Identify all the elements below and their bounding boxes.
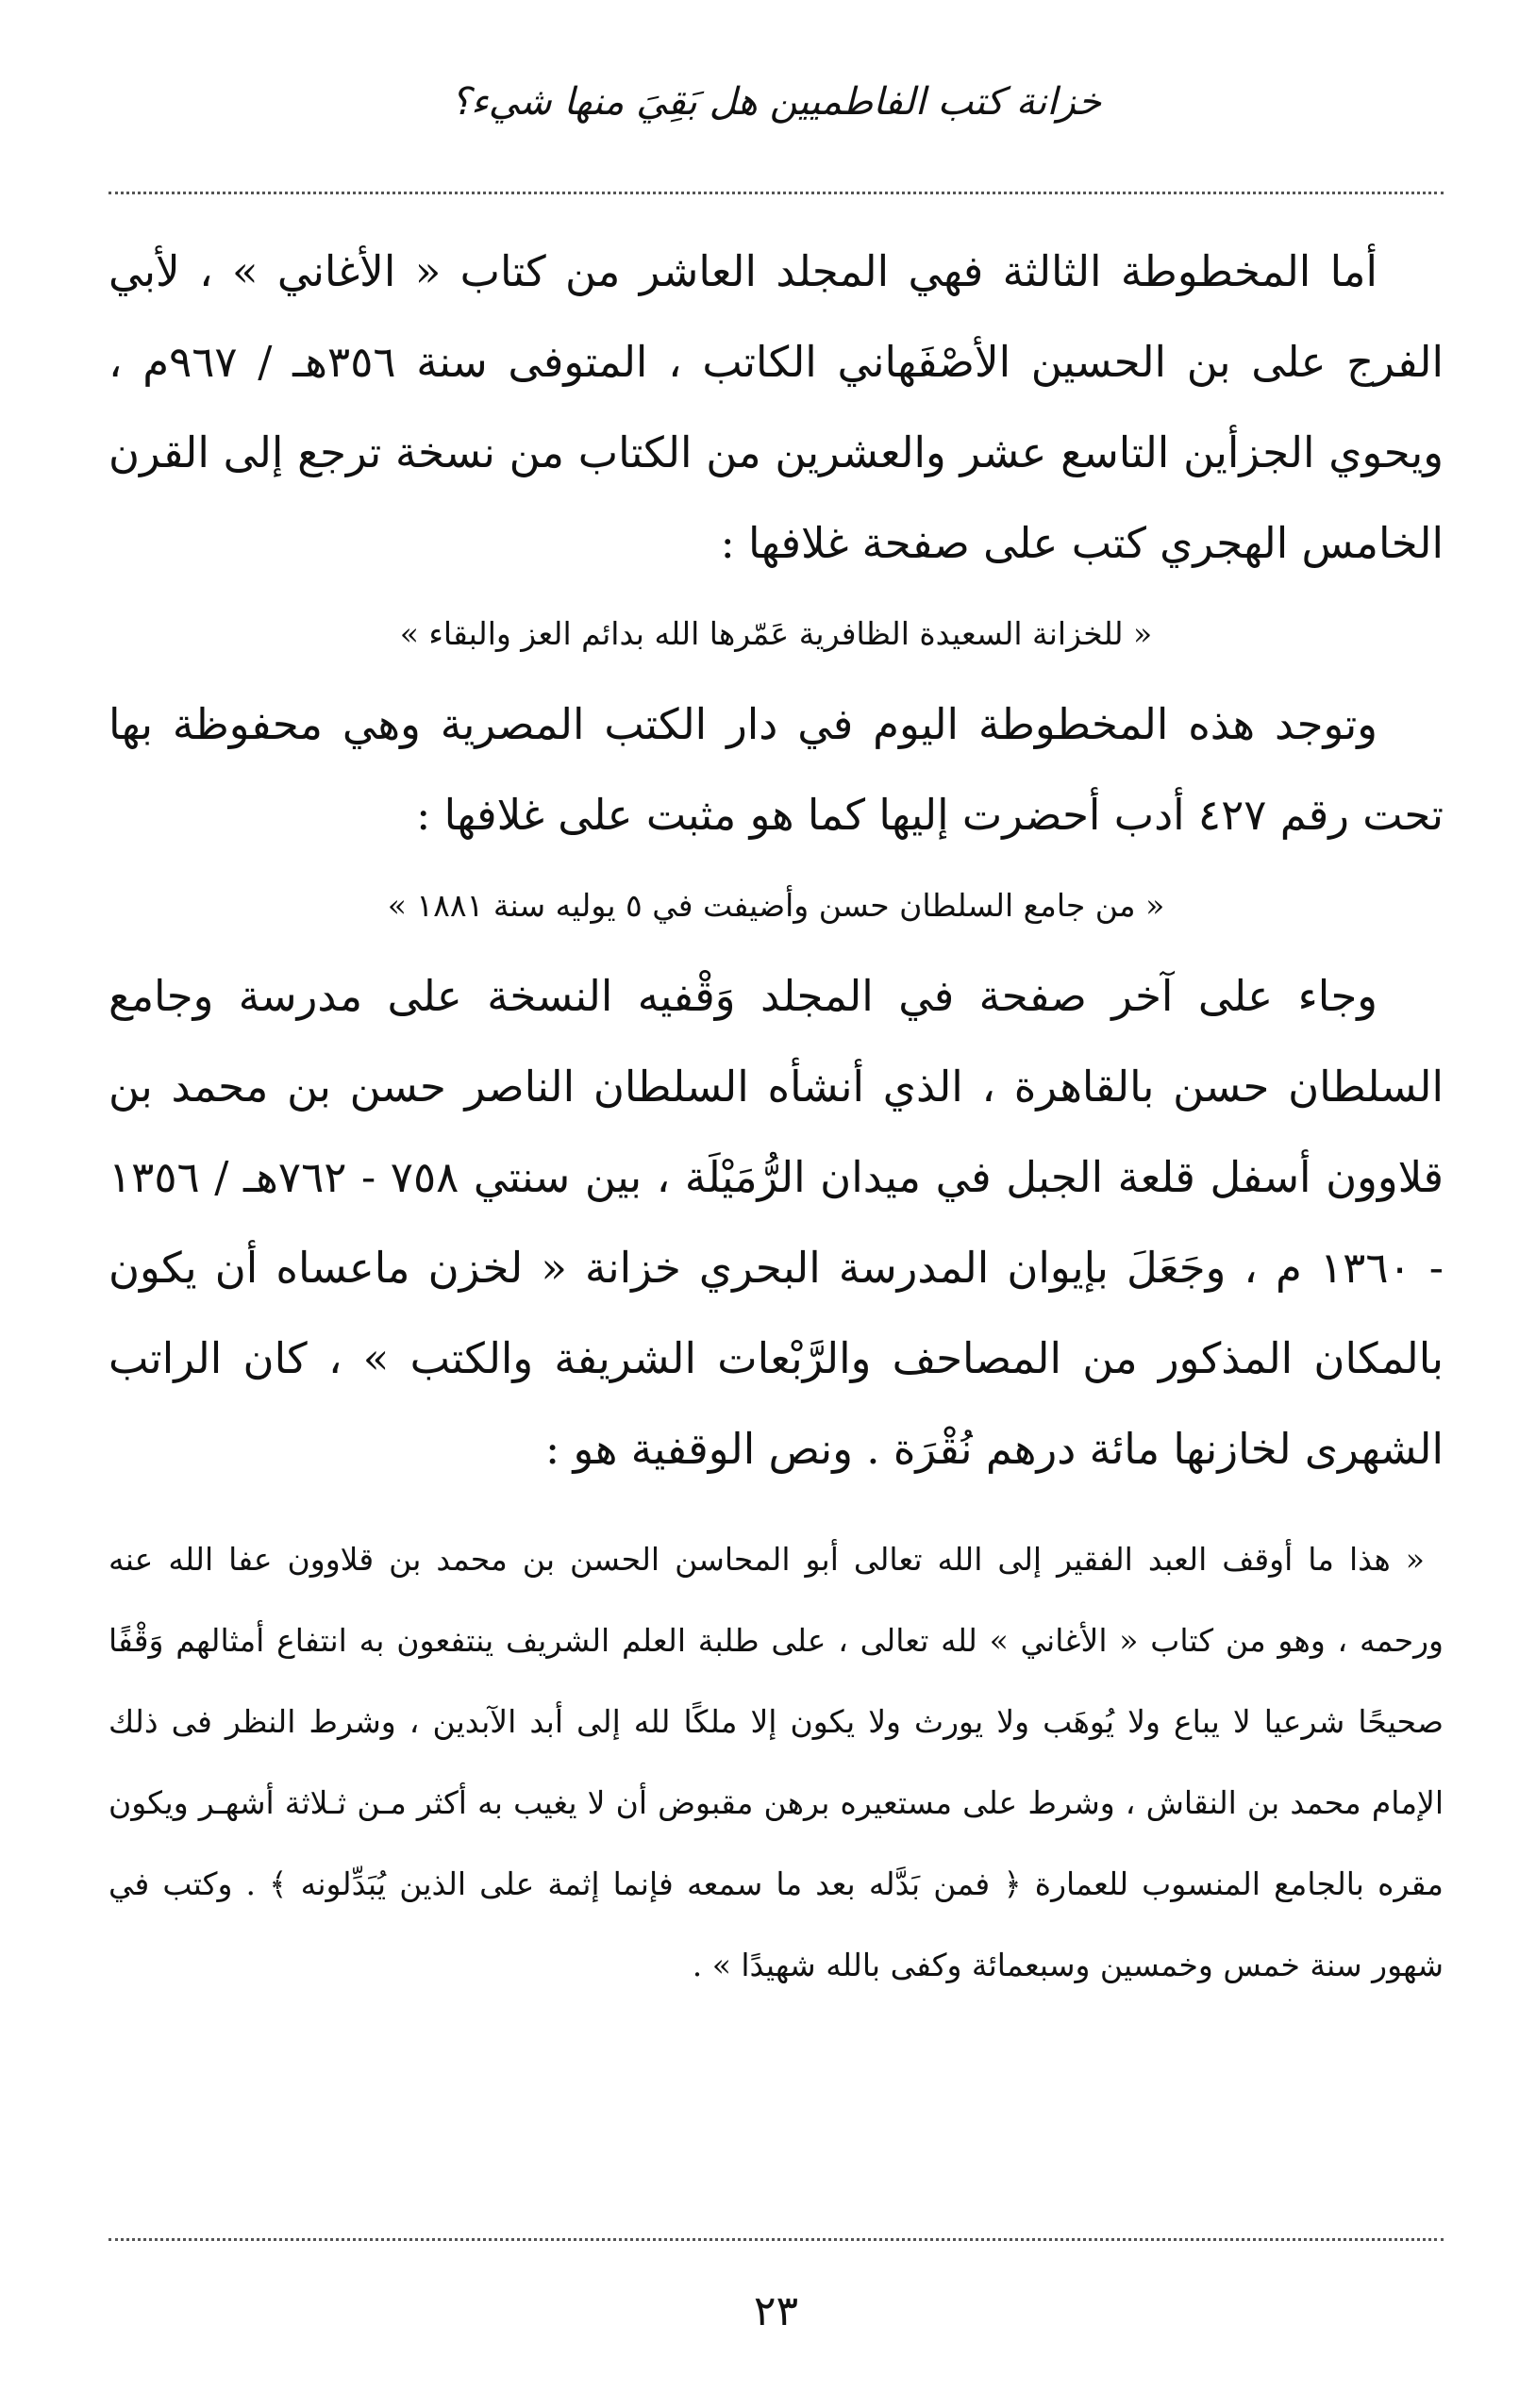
book-page [109, 0, 1444, 2408]
cover-inscription-quote: « للخزانة السعيدة الظافرية عَمّرها الله بدائم العز والبقاء » [399, 615, 1153, 652]
header-rule [109, 192, 1444, 194]
running-head: خزانة كتب الفاطميين هل بَقِيَ منها شيء؟ [450, 80, 1102, 124]
cover-note-quote: « من جامع السلطان حسن وأضيفت في ٥ يوليه سنة ١٨٨١ » [387, 887, 1165, 924]
footer-rule [109, 2238, 1444, 2241]
body-text [109, 226, 1444, 2006]
page-number: ٢٣ [753, 2287, 799, 2335]
paragraph-sultan-hasan-endowment: وجاء على آخر صفحة في المجلد وَقْفيه النسخة على مدرسة وجامع السلطان حسن بالقاهرة ، الذي أنشأه السلطان الناصر حسن بن محمد بن قلاوون أسفل قلعة الجبل في ميدان الرُّمَيْلَة ، بين سنتي ٧٥٨ - ٧٦٢هـ / ١٣٥٦ - ١٣٦٠ م ، وجَعَلَ بإيوان المدرسة البحري خزانة « لخزن ماعساه أن يكون بالمكان المذكور من المصاحف والرَّبْعات الشريفة والكتب » ، كان الراتب الشهرى لخازنها مائة درهم نُقْرَة . ونص الوقفية هو : [109, 971, 1444, 1474]
waqf-document-text: « هذا ما أوقف العبد الفقير إلى الله تعالى أبو المحاسن الحسن بن محمد بن قلاوون عفا الله عنه ورحمه ، وهو من كتاب « الأغاني » لله تعالى ، على طلبة العلم الشريف ينتفعون به انتفاع أمثالهم وَقْفًا صحيحًا شرعيا لا يباع ولا يُوهَب ولا يورث ولا يكون إلا ملكًا لله إلى أبد الآبدين ، وشرط النظر فى ذلك الإمام محمد بن النقاش ، وشرط على مستعيره برهن مقبوض أن لا يغيب به أكثر مـن ثـلاثة أشهـر ويكون مقره بالجامع المنسوب للعمارة ﴿ فمن بَدَّله بعد ما سمعه فإنما إثمة على الذين يُبَدِّلونه ﴾ . وكتب في شهور سنة خمس وخمسين وسبعمائة وكفى بالله شهيدًا » . [109, 1541, 1444, 1983]
paragraph-third-manuscript: أما المخطوطة الثالثة فهي المجلد العاشر من كتاب « الأغاني » ، لأبي الفرج على بن الحسين الأصْفَهاني الكاتب ، المتوفى سنة ٣٥٦هـ / ٩٦٧م ، ويحوي الجزأين التاسع عشر والعشرين من الكتاب من نسخة ترجع إلى القرن الخامس الهجري كتب على صفحة غلافها : [109, 246, 1444, 568]
paragraph-dar-al-kutub: وتوجد هذه المخطوطة اليوم في دار الكتب المصرية وهي محفوظة بها تحت رقم ٤٢٧ أدب أحضرت إليها كما هو مثبت على غلافها : [109, 699, 1444, 840]
